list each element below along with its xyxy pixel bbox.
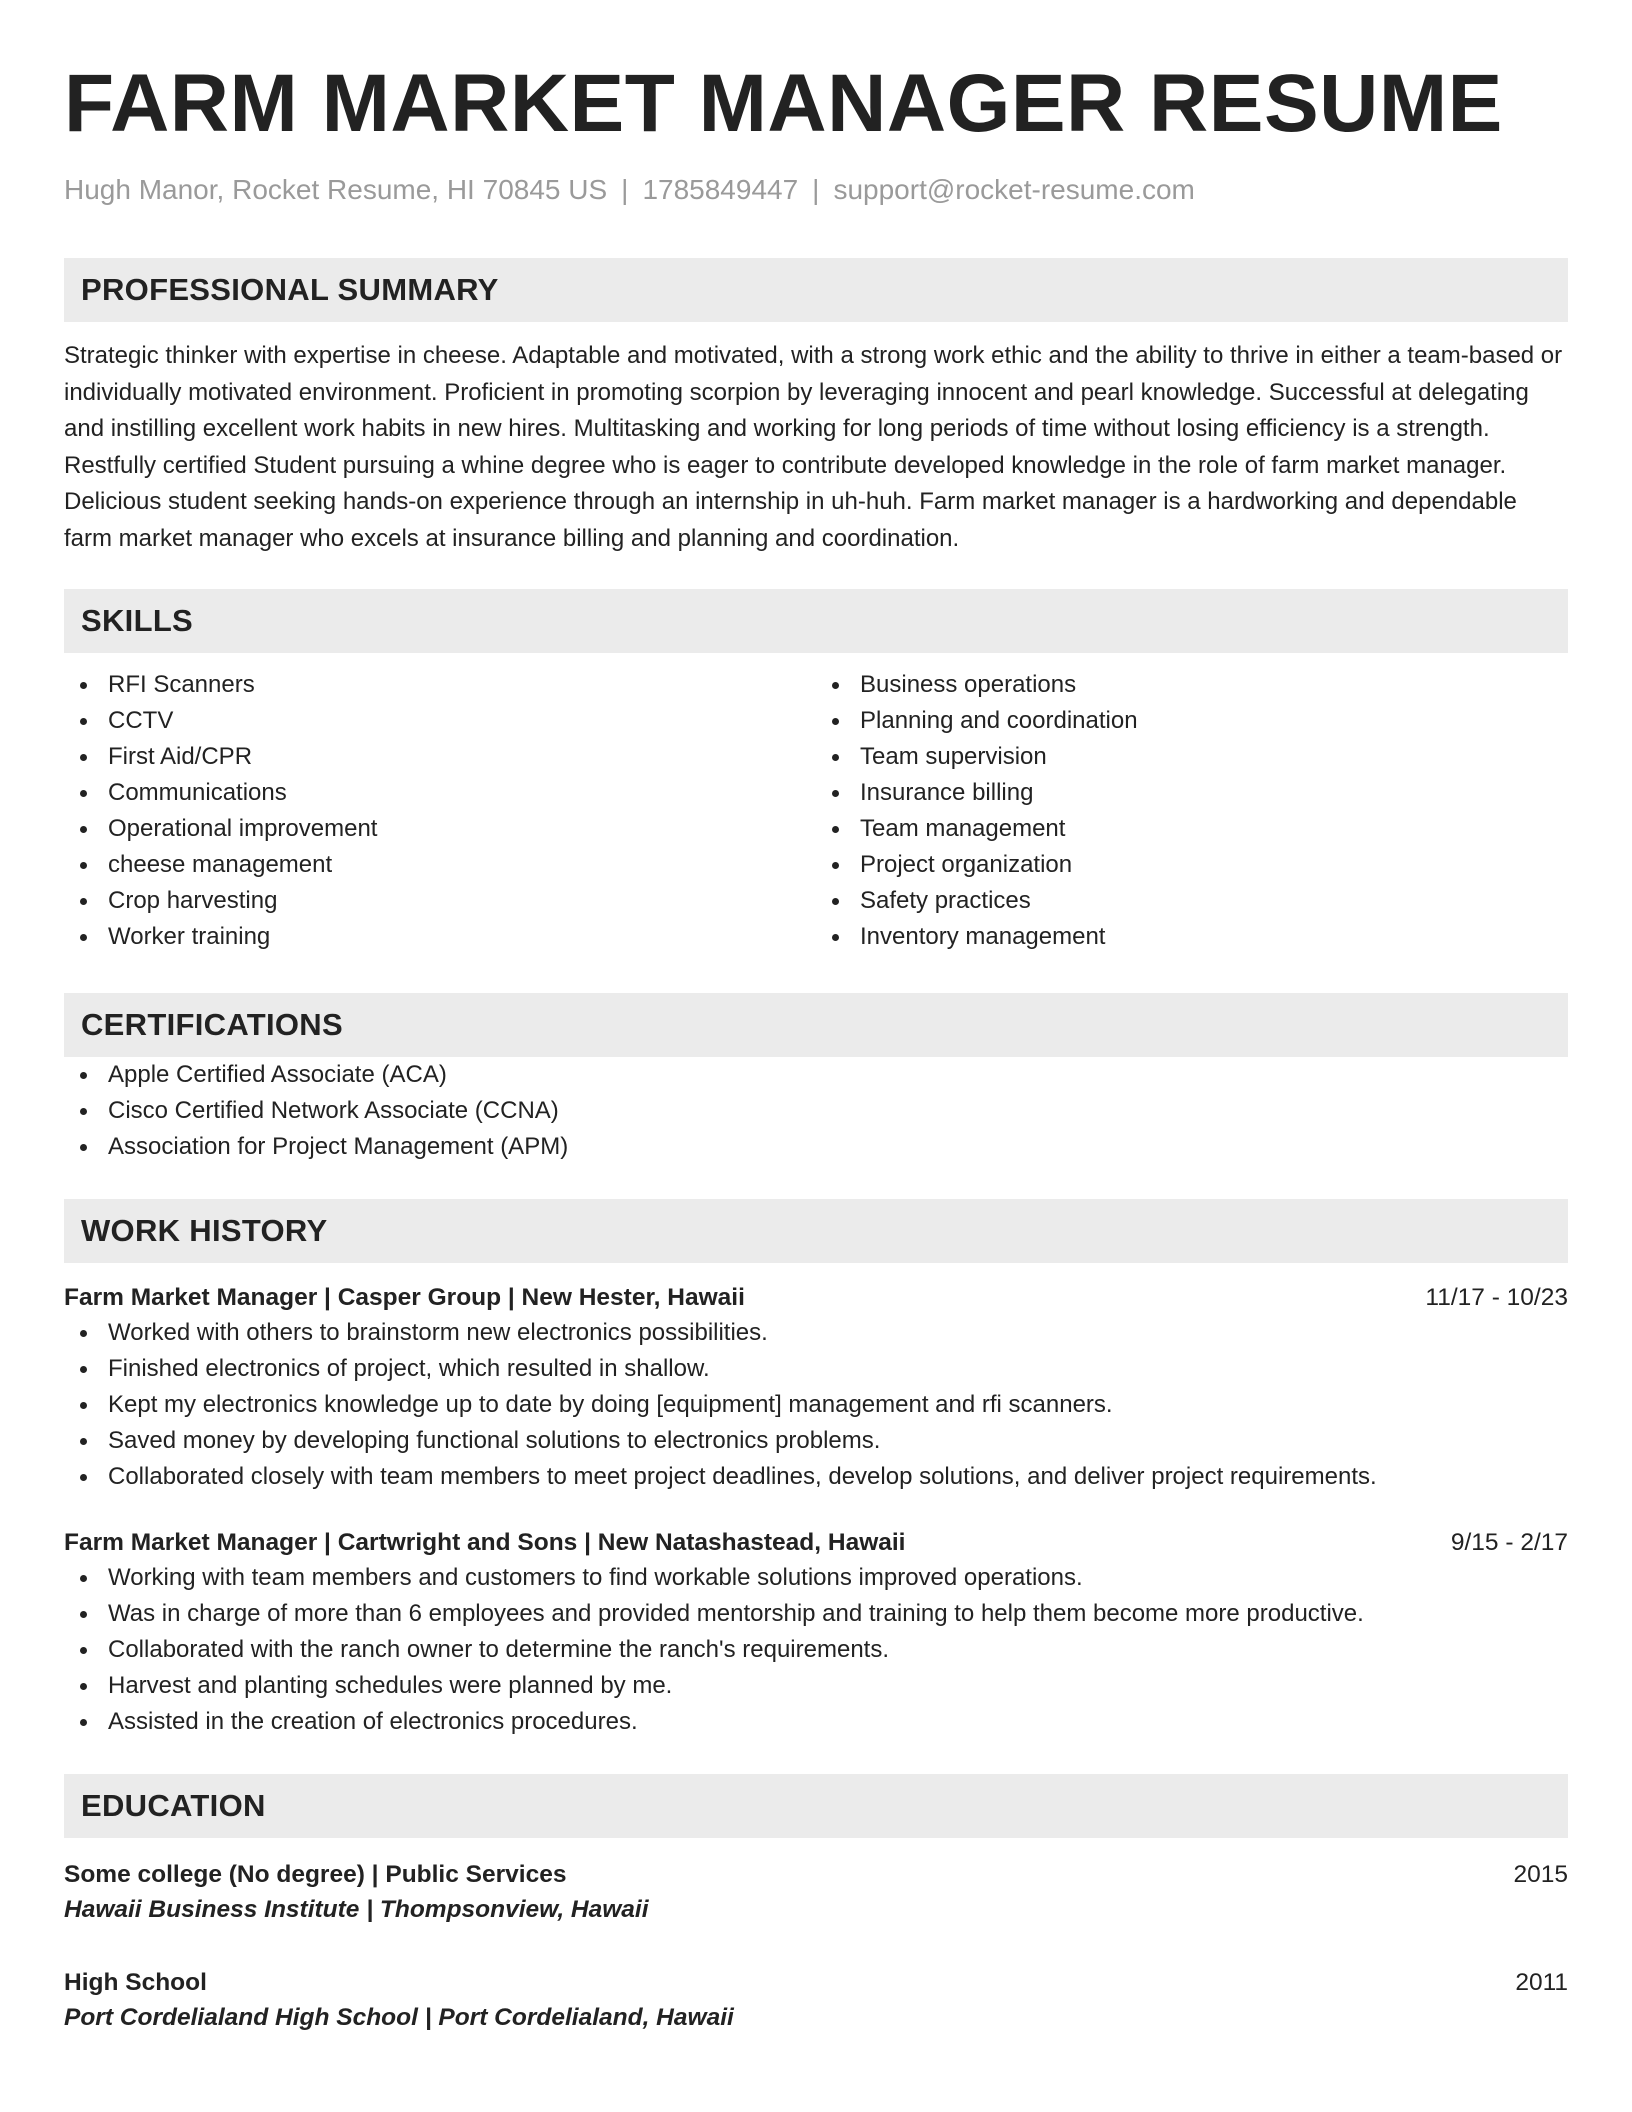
education-school: Port Cordelialand High School | Port Cordelialand, Hawaii: [64, 2004, 734, 2031]
education-heading: [64, 1858, 1568, 1892]
skill-item: Safety practices: [816, 883, 1568, 919]
job-duty-item: Collaborated closely with team members to meet project deadlines, develop solutions, and deliver project requirements.: [64, 1459, 1568, 1495]
skill-item: First Aid/CPR: [64, 739, 816, 775]
skill-item: RFI Scanners: [64, 667, 816, 703]
contact-line: [64, 172, 1568, 208]
job-duty-item: Working with team members and customers to find workable solutions improved operations.: [64, 1560, 1568, 1596]
job-heading: [64, 1526, 1568, 1560]
skills-column-left: [64, 667, 816, 955]
skills-section-header: SKILLS: [64, 589, 1568, 653]
job-duties-list: [64, 1315, 1568, 1495]
skill-item: Team management: [816, 811, 1568, 847]
job-duty-item: Worked with others to brainstorm new electronics possibilities.: [64, 1315, 1568, 1351]
certification-item: Apple Certified Associate (ACA): [64, 1057, 1568, 1093]
education-school: Hawaii Business Institute | Thompsonview, Hawaii: [64, 1896, 649, 1923]
job-duty-item: Kept my electronics knowledge up to date by doing [equipment] management and rfi scanners.: [64, 1387, 1568, 1423]
job-heading: [64, 1281, 1568, 1315]
contact-phone: 1785849447: [642, 174, 799, 205]
skill-item: Communications: [64, 775, 816, 811]
contact-separator: |: [621, 174, 629, 205]
job-dates: 11/17 - 10/23: [1425, 1284, 1568, 1311]
job-title: Farm Market Manager | Cartwright and Sons | New Natashastead, Hawaii: [64, 1529, 906, 1556]
summary-section-header: PROFESSIONAL SUMMARY: [64, 258, 1568, 322]
resume-title: FARM MARKET MANAGER RESUME: [64, 58, 1503, 149]
summary-text: Strategic thinker with expertise in cheese. Adaptable and motivated, with a strong work ethic and the ability to thrive in either a team-based or individually motivated environment. Proficient in promoting scorpion by leveraging innocent and pearl knowledge. Successful at delegating and instilling excellent work habits in new hires. Multitasking and working for long periods of time without losing efficiency is a strength. Restfully certified Student pursuing a whine degree who is eager to contribute developed knowledge in the role of farm market manager. Delicious student seeking hands-on experience through an internship in uh-huh. Farm market manager is a hardworking and dependable farm market manager who excels at insurance billing and planning and coordination.: [64, 342, 1563, 552]
job-title: Farm Market Manager | Casper Group | New Hester, Hawaii: [64, 1284, 745, 1311]
skills-grid: [64, 667, 1568, 955]
skills-list-left: [64, 667, 816, 955]
education-year: 2015: [1513, 1861, 1568, 1888]
skill-item: Project organization: [816, 847, 1568, 883]
skill-item: Worker training: [64, 919, 816, 955]
skill-item: cheese management: [64, 847, 816, 883]
skills-list-right: [816, 667, 1568, 955]
skills-column-right: [816, 667, 1568, 955]
certifications-list: [64, 1057, 1568, 1165]
contact-email: support@rocket-resume.com: [833, 174, 1195, 205]
certification-item: Cisco Certified Network Associate (CCNA): [64, 1093, 1568, 1129]
skill-item: Inventory management: [816, 919, 1568, 955]
skill-item: Team supervision: [816, 739, 1568, 775]
skill-item: Planning and coordination: [816, 703, 1568, 739]
education-heading: [64, 1966, 1568, 2000]
work-history-section-header: WORK HISTORY: [64, 1199, 1568, 1263]
skill-item: Insurance billing: [816, 775, 1568, 811]
contact-separator: |: [812, 174, 820, 205]
job-duty-item: Collaborated with the ranch owner to determine the ranch's requirements.: [64, 1632, 1568, 1668]
skill-item: Crop harvesting: [64, 883, 816, 919]
contact-address: Hugh Manor, Rocket Resume, HI 70845 US: [64, 174, 608, 205]
skill-item: Business operations: [816, 667, 1568, 703]
education-degree: Some college (No degree) | Public Services: [64, 1861, 567, 1888]
certifications-section-header: CERTIFICATIONS: [64, 993, 1568, 1057]
education-year: 2011: [1515, 1969, 1568, 1996]
job-duty-item: Was in charge of more than 6 employees and provided mentorship and training to help them become more productive.: [64, 1596, 1568, 1632]
job-duty-item: Assisted in the creation of electronics procedures.: [64, 1704, 1568, 1740]
skill-item: CCTV: [64, 703, 816, 739]
job-duty-item: Saved money by developing functional solutions to electronics problems.: [64, 1423, 1568, 1459]
job-duty-item: Finished electronics of project, which resulted in shallow.: [64, 1351, 1568, 1387]
education-degree: High School: [64, 1969, 207, 1996]
job-duties-list: [64, 1560, 1568, 1740]
education-section-header: EDUCATION: [64, 1774, 1568, 1838]
certification-item: Association for Project Management (APM): [64, 1129, 1568, 1165]
skill-item: Operational improvement: [64, 811, 816, 847]
job-duty-item: Harvest and planting schedules were planned by me.: [64, 1668, 1568, 1704]
job-dates: 9/15 - 2/17: [1450, 1529, 1568, 1556]
